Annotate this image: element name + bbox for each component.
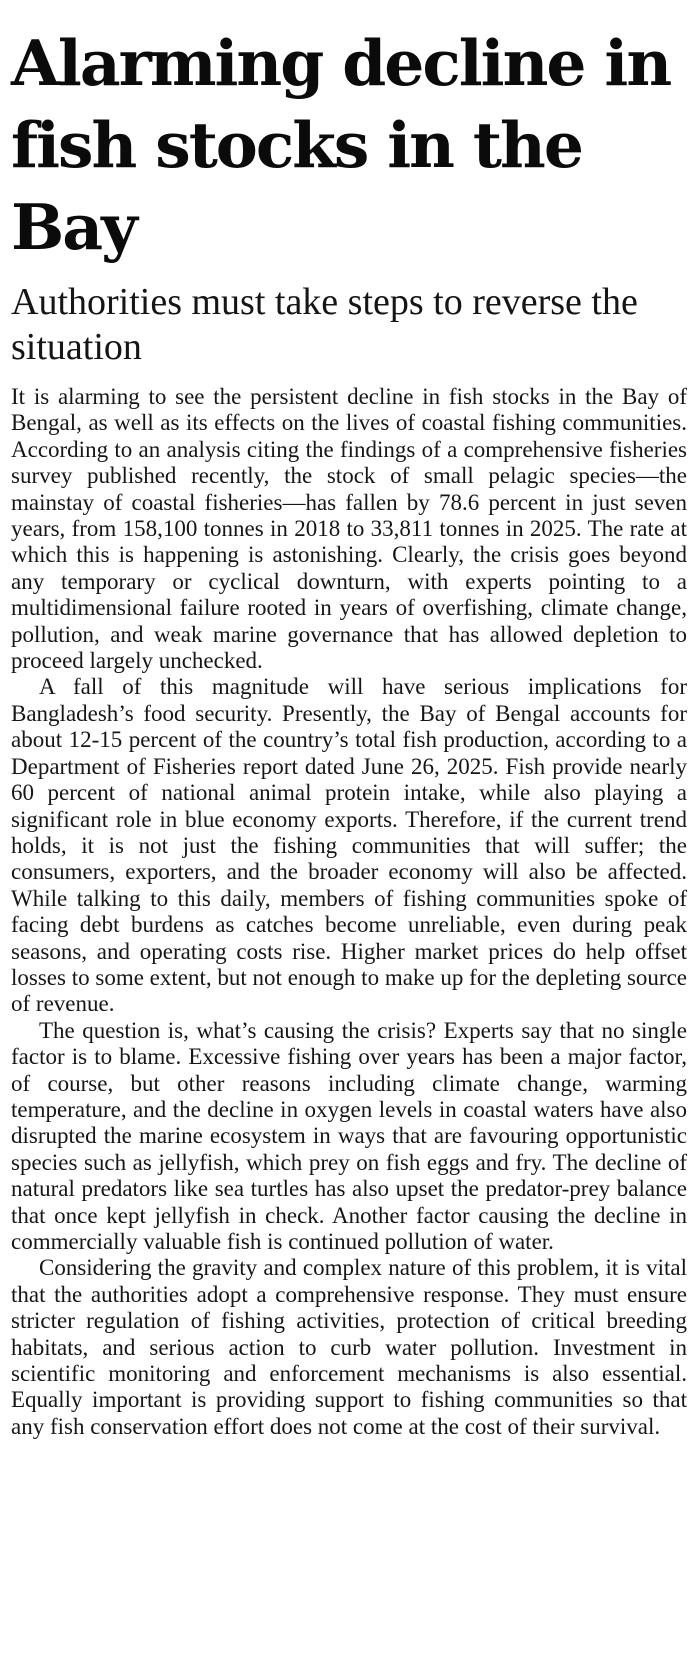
body-paragraph-2: A fall of this magnitude will have serious implications for Bangladesh’s food security. Presently, the Bay of Bengal accounts for about 12-15 percent of the country’s total fish production, according to a Department of Fisheries report dated June 26, 2025. Fish provide nearly 60 percent of national animal protein intake, while also playing a significant role in blue economy exports. Therefore, if the current trend holds, it is not just the fishing communities that will suffer; the consumers, exporters, and the broader economy will also be affected. While talking to this daily, members of fishing communities spoke of facing debt burdens as catches become unreliable, even during peak seasons, and operating costs rise. Higher market prices do help offset losses to some extent, but not enough to make up for the depleting source of revenue.	[11, 674, 687, 1017]
body-paragraph-3: The question is, what’s causing the crisis? Experts say that no single factor is to blame. Excessive fishing over years has been a major factor, of course, but other reasons including climate change, warming temperature, and the decline in oxygen levels in coastal waters have also disrupted the marine ecosystem in ways that are favouring opportunistic species such as jellyfish, which prey on fish eggs and fry. The decline of natural predators like sea turtles has also upset the predator-prey balance that once kept jellyfish in check. Another factor causing the decline in commercially valuable fish is continued pollution of water.	[11, 1017, 687, 1254]
body-paragraph-4: Considering the gravity and complex nature of this problem, it is vital that the authorities adopt a comprehensive response. They must ensure stricter regulation of fishing activities, protection of critical breeding habitats, and serious action to curb water pollution. Investment in scientific monitoring and enforcement mechanisms is also essential. Equally important is providing support to fishing communities so that any fish conservation effort does not come at the cost of their survival.	[11, 1255, 687, 1439]
subheadline: Authorities must take steps to reverse the situation	[11, 281, 638, 368]
body-paragraph-1: It is alarming to see the persistent decline in fish stocks in the Bay of Bengal, as well as its effects on the lives of coastal fishing communities. According to an analysis citing the findings of a comprehensive fisheries survey published recently, the stock of small pelagic species—the mainstay of coastal fisheries—has fallen by 78.6 percent in just seven years, from 158,100 tonnes in 2018 to 33,811 tonnes in 2025. The rate at which this is happening is astonishing. Clearly, the crisis goes beyond any temporary or cyclical downturn, with experts pointing to a multidimensional failure rooted in years of overfishing, climate change, pollution, and weak marine governance that has allowed depletion to proceed largely unchecked.	[11, 384, 687, 674]
headline: Alarming decline in fish stocks in the Bay	[11, 26, 671, 264]
article-body	[11, 384, 687, 1440]
